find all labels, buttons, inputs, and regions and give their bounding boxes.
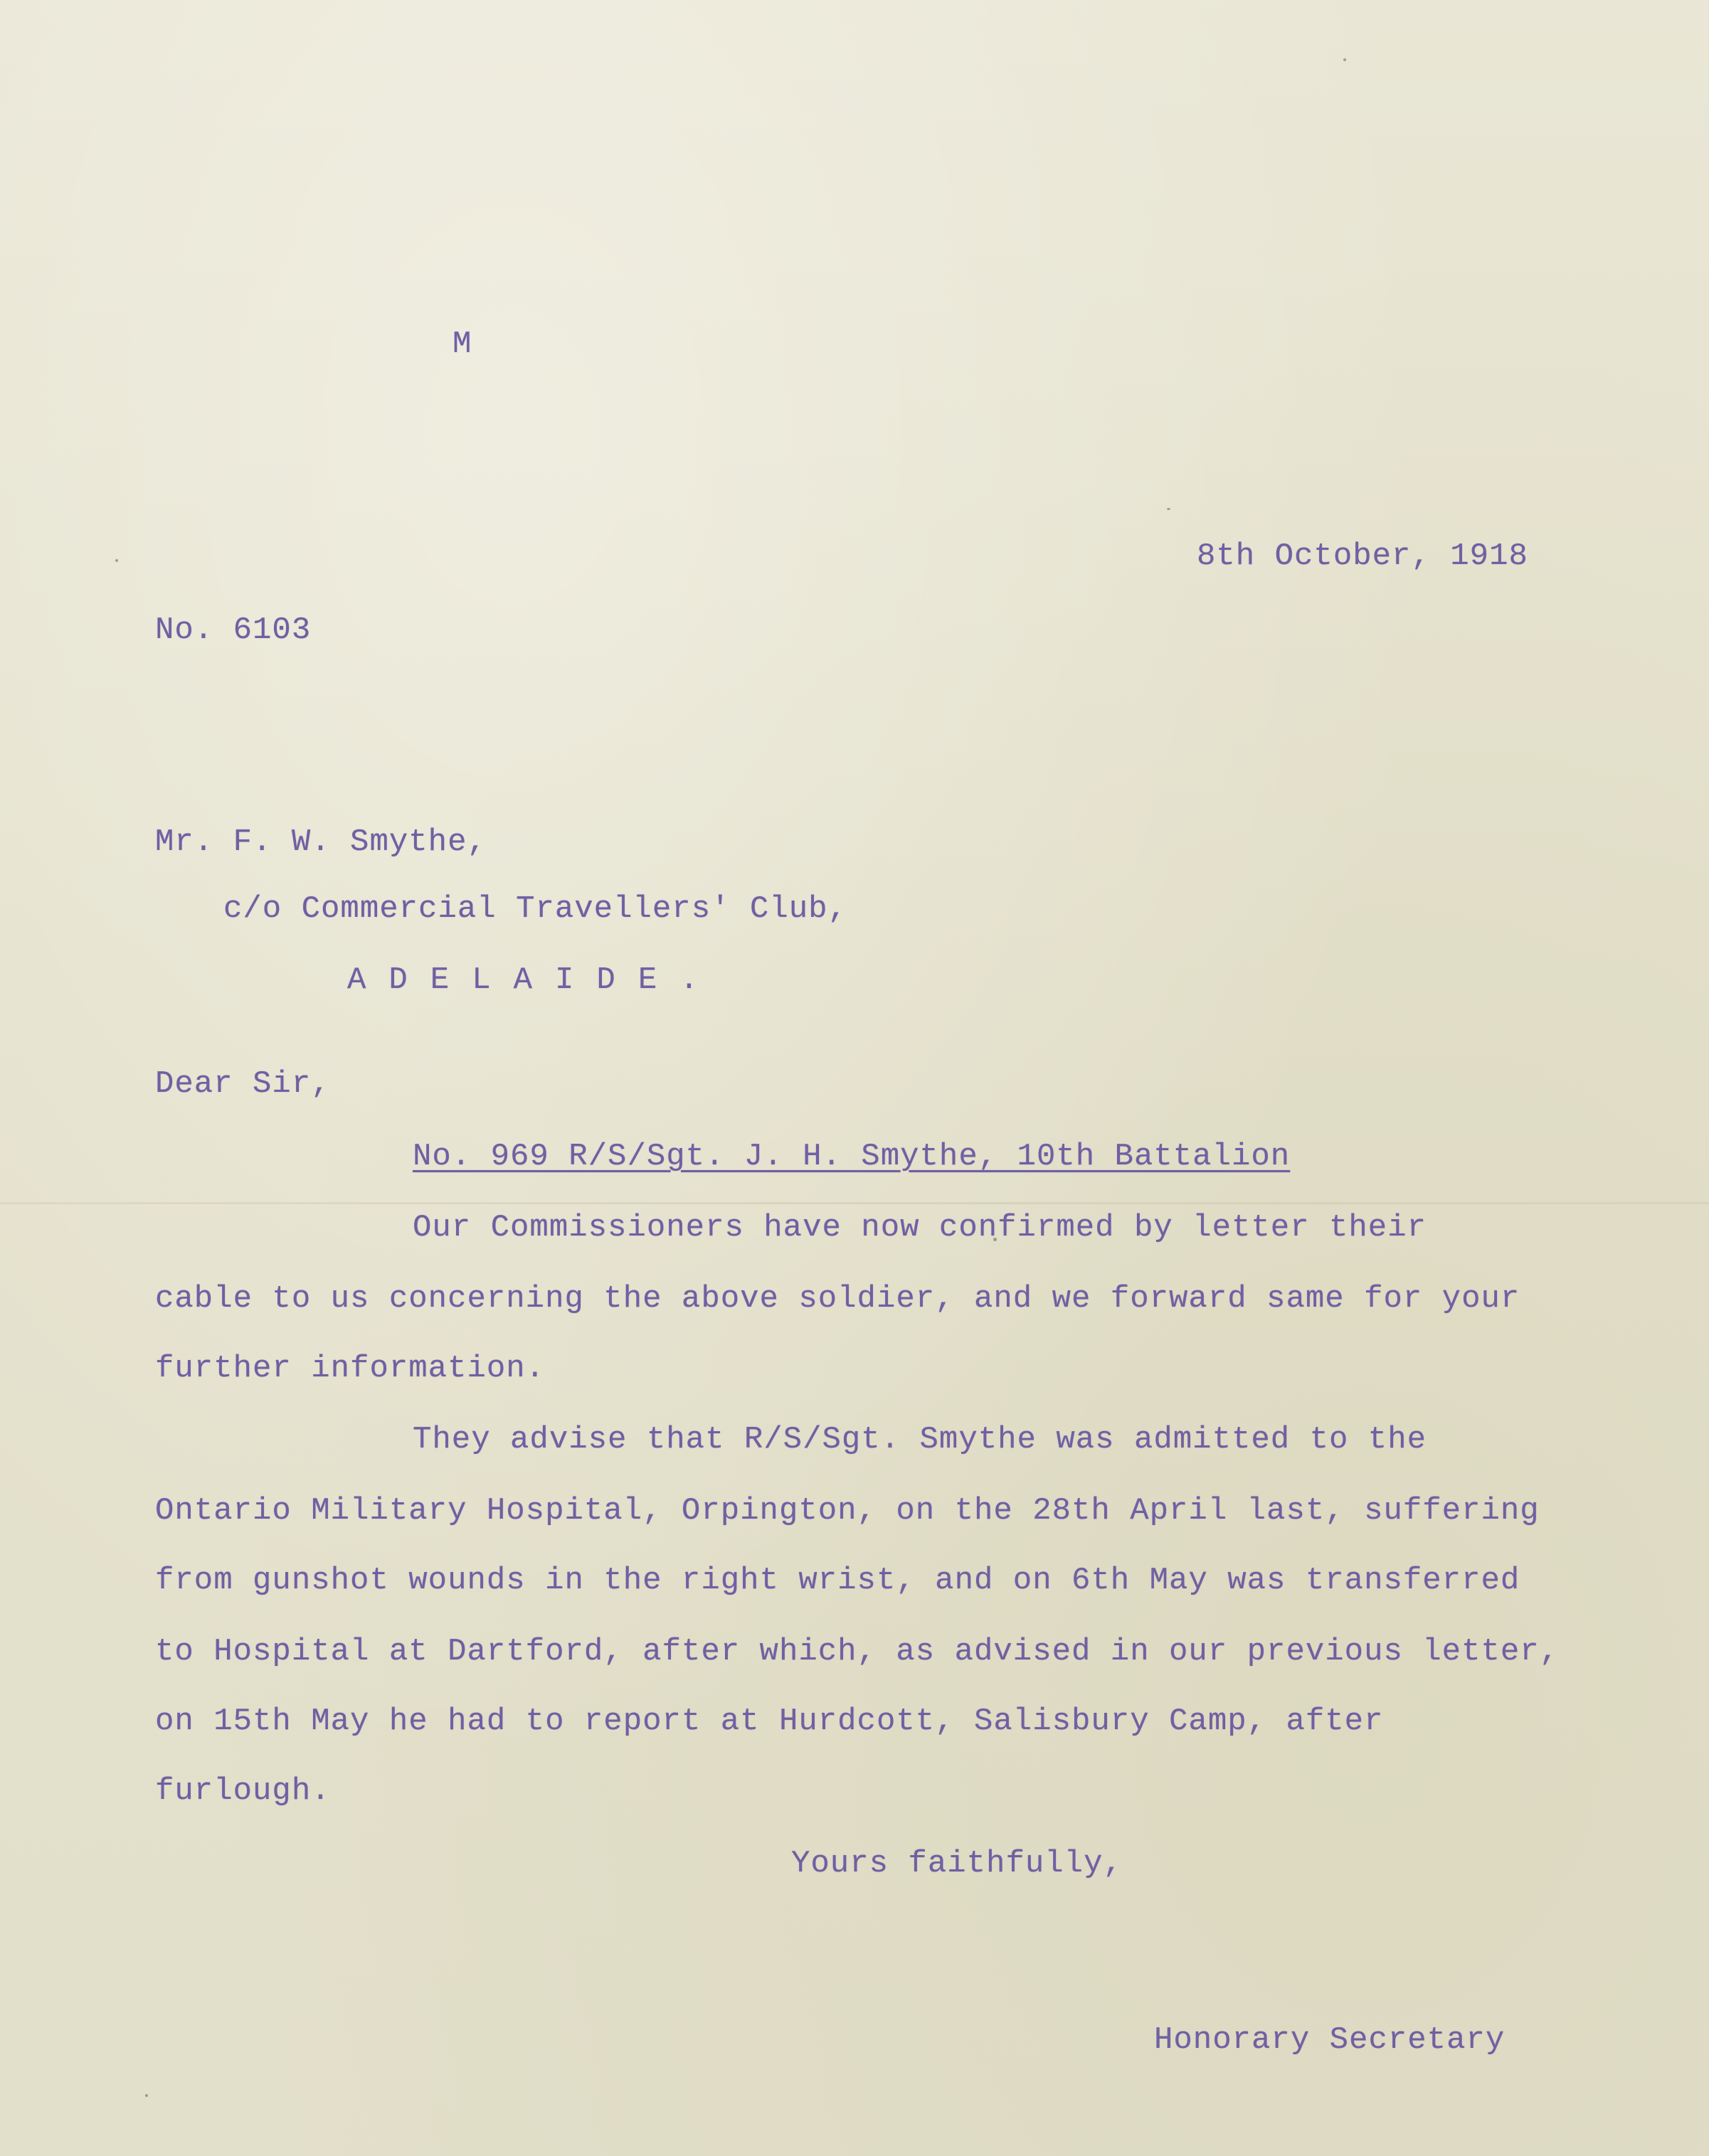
paper-speck [115,559,118,562]
body-line: They advise that R/S/Sgt. Smythe was admitted to the [413,1422,1427,1457]
body-line: further information. [155,1351,546,1386]
recipient-care-of: c/o Commercial Travellers' Club, [223,891,847,927]
file-mark: M [453,326,472,362]
signature-title: Honorary Secretary [1154,2022,1506,2058]
closing: Yours faithfully, [791,1846,1123,1881]
body-line: to Hospital at Dartford, after which, as advised in our previous letter, [155,1634,1560,1669]
body-line: cable to us concerning the above soldier, and we forward same for your [155,1281,1520,1317]
paper-speck [1343,58,1346,61]
body-line: furlough. [155,1773,331,1809]
letter-date: 8th October, 1918 [1197,538,1528,574]
body-line: Ontario Military Hospital, Orpington, on the 28th April last, suffering [155,1493,1540,1529]
paper-speck [145,2094,148,2097]
recipient-name: Mr. F. W. Smythe, [155,824,487,860]
paper-fold-line [0,1202,1709,1204]
body-line: from gunshot wounds in the right wrist, and on 6th May was transferred [155,1563,1520,1598]
body-line: on 15th May he had to report at Hurdcott, Salisbury Camp, after [155,1704,1384,1739]
subject-line: No. 969 R/S/Sgt. J. H. Smythe, 10th Battalion [413,1139,1291,1174]
salutation: Dear Sir, [155,1066,331,1102]
reference-number: No. 6103 [155,612,312,648]
body-line: Our Commissioners have now confirmed by letter their [413,1210,1427,1246]
recipient-city: ADELAIDE. [347,962,721,998]
paper-speck [1167,508,1170,510]
